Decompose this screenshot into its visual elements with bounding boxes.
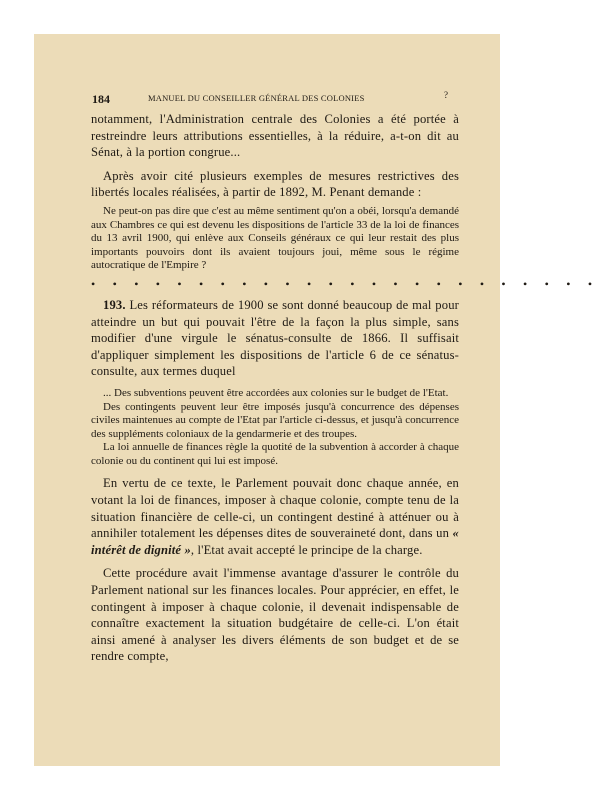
paragraph-vertu-part-2: , l'Etat avait accepté le principe de la charge. [190, 542, 423, 557]
quoted-phrase: « intérêt de dignité » [91, 526, 459, 557]
paragraph-193-text: Les réformateurs de 1900 se sont donné beaucoup de mal pour atteindre un but qui pouvait l'être de la façon la plus simple, sans modifier d'une virgule le sénatus-consulte de 1866. Il suffisait d'appliquer simplement les dispositions de l'article 6 de ce sénatus-consulte, aux termes duquel [91, 297, 459, 379]
quotation-article-6-line-3: La loi annuelle de finances règle la quotité de la subvention à accorder à chaque colonie ou du continent qui lui est imposé. [91, 441, 459, 467]
page-number: 184 [92, 92, 110, 106]
paragraph-procedure: Cette procédure avait l'immense avantage d'assurer le contrôle du Parlement national sur les finances locales. Pour apprécier, en effet, le contingent à imposer à chaque colonie, il devenait indispensable de connaître exactement la situation budgétaire de celle-ci. L'on était ainsi amené à analyser les divers éléments de son budget et de se rendre compte, [91, 566, 459, 664]
corner-mark: ? [444, 90, 448, 100]
book-page [34, 34, 599, 766]
page-body [91, 111, 599, 665]
paragraph-number: 193. [103, 297, 126, 312]
paragraph-vertu [91, 475, 459, 558]
paragraph-vertu-part-1: En vertu de ce texte, le Parlement pouvait donc chaque année, en votant la loi de finances, imposer à chaque colonie, compte tenu de la situation financière de celle-ci, un contingent destiné à atténuer ou à annihiler totalement les dépenses dites de souveraineté dont, dans un [91, 476, 459, 541]
page-header [92, 92, 448, 106]
quotation-penant: Ne peut-on pas dire que c'est au même sentiment qu'on a obéi, lorsqu'a demandé aux Chambres ce qui est devenu les dispositions de l'article 33 de la loi de finances du 13 avril 1900, qui enlève aux Conseils généraux ce qui leur restait des plus importants pouvoirs dont ils avaient toujours joui, même sous le régime autocratique de l'Empire ? [91, 204, 459, 272]
paragraph-continued: notamment, l'Administration centrale des Colonies a été portée à restreindre leurs attributions essentielles, à la réduire, a-t-on dit au Sénat, à la portion congrue... [91, 112, 459, 160]
quotation-article-6-line-1: ... Des subventions peuvent être accordées aux colonies sur le budget de l'Etat. [103, 386, 449, 399]
ellipsis-dots: • • • • • • • • • • • • • • • • • • • • • • • • [91, 276, 599, 291]
paragraph-penant: Après avoir cité plusieurs exemples de mesures restrictives des libertés locales réalisées, à partir de 1892, M. Penant demande : [91, 168, 459, 200]
quotation-article-6-line-2: Des contingents peuvent leur être imposés jusqu'à concurrence des dépenses civiles maintenues au compte de l'Etat par l'article ci-dessus, et jusqu'à concurrence des suppléments coloniaux de la gendarmerie et des troupes. [91, 400, 459, 440]
running-title: MANUEL DU CONSEILLER GÉNÉRAL DES COLONIES [148, 93, 365, 103]
paragraph-193 [91, 297, 459, 380]
